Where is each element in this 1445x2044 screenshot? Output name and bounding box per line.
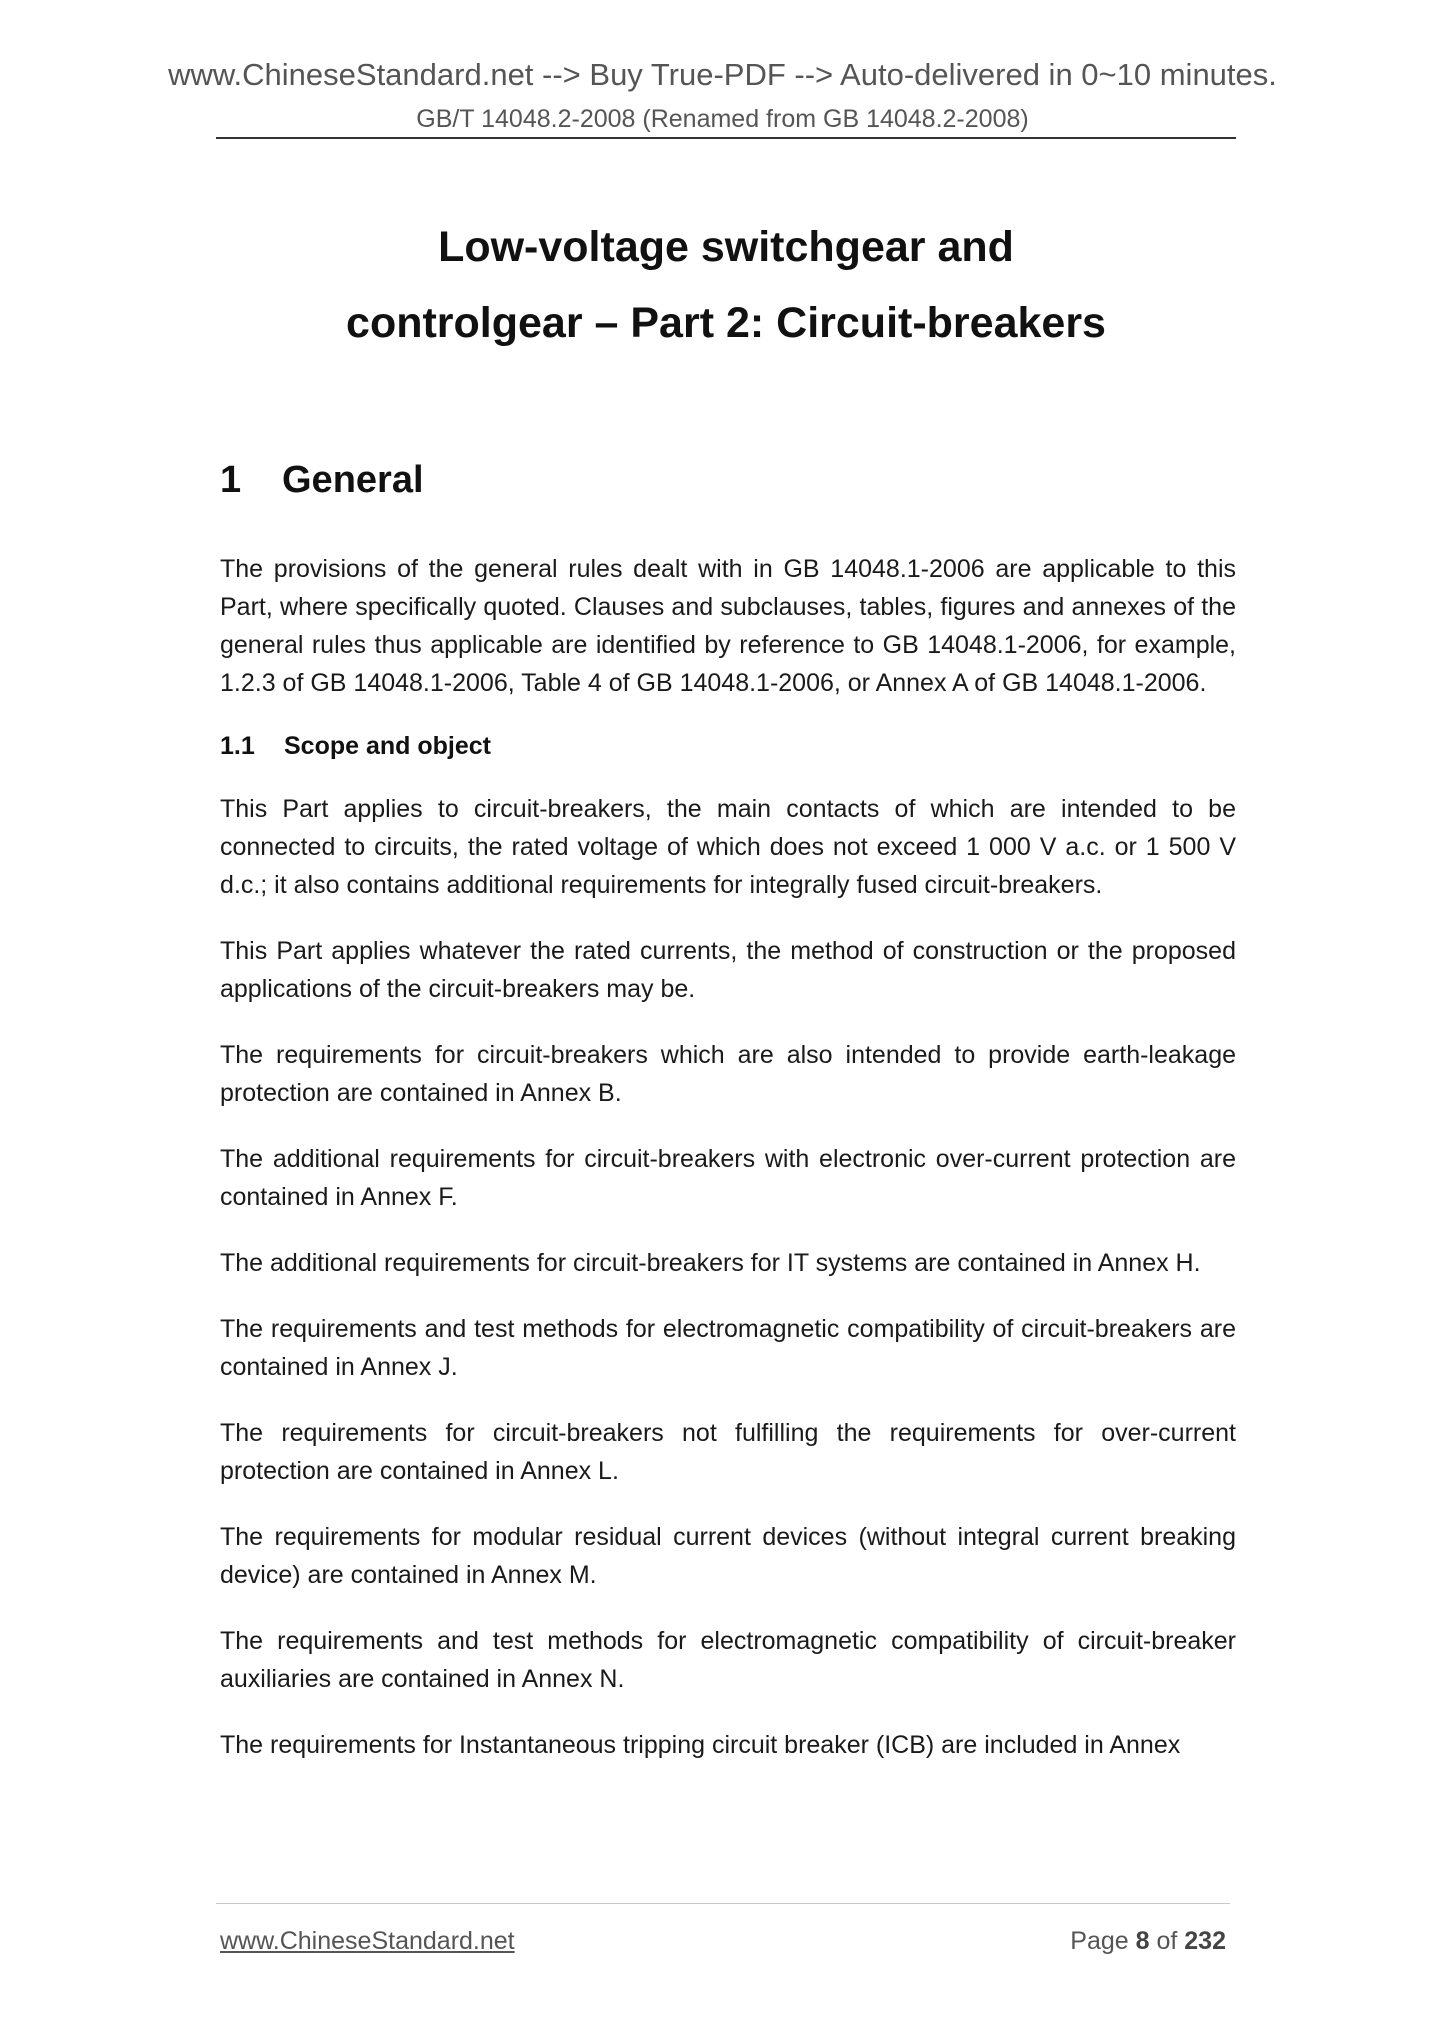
standard-subtitle: GB/T 14048.2-2008 (Renamed from GB 14048.2-2008) bbox=[416, 105, 1029, 133]
section-number: 1 bbox=[220, 459, 242, 501]
section-intro-paragraph: The provisions of the general rules dealt with in GB 14048.1-2006 are applicable to this Part, where specifically quoted. Clauses and subclauses, tables, figures and annexes of the general rules thus applicable are identified by reference to GB 14048.1-2006, for example, 1.2.3 of GB 14048.1-2006, Table 4 of GB 14048.1-2006, or Annex A of GB 14048.1-2006. bbox=[220, 554, 1236, 697]
page-number bbox=[1070, 1927, 1226, 1956]
top-banner: www.ChineseStandard.net --> Buy True-PDF --> Auto-delivered in 0~10 minutes. bbox=[168, 57, 1277, 92]
document-title-line-1: Low-voltage switchgear and bbox=[438, 222, 1014, 271]
scope-paragraph: This Part applies to circuit-breakers, the main contacts of which are intended to be connected to circuits, the rated voltage of which does not exceed 1 000 V a.c. or 1 500 V d.c.; it also contains additional requirements for integrally fused circuit-breakers. bbox=[220, 795, 1236, 900]
footer-website-link[interactable]: www.ChineseStandard.net bbox=[220, 1927, 515, 1955]
document-title bbox=[216, 209, 1236, 361]
subsection-number: 1.1 bbox=[220, 731, 255, 760]
page-total: 232 bbox=[1184, 1927, 1226, 1955]
page-prefix: Page bbox=[1070, 1927, 1129, 1955]
scope-paragraph: This Part applies whatever the rated currents, the method of construction or the proposed applications of the circuit-breakers may be. bbox=[220, 937, 1236, 1004]
header-divider bbox=[216, 137, 1236, 139]
subsection-heading-scope bbox=[220, 730, 1236, 763]
section-title: General bbox=[282, 459, 424, 501]
scope-paragraph: The requirements for Instantaneous tripping circuit breaker (ICB) are included in Annex bbox=[220, 1731, 1181, 1760]
page-current: 8 bbox=[1135, 1927, 1150, 1955]
subsection-title: Scope and object bbox=[284, 731, 491, 760]
scope-paragraph: The requirements for circuit-breakers not fulfilling the requirements for over-current protection are contained in Annex L. bbox=[220, 1419, 1236, 1486]
scope-paragraph: The requirements for modular residual current devices (without integral current breaking device) are contained in Annex M. bbox=[220, 1523, 1236, 1590]
footer-divider bbox=[216, 1903, 1230, 1904]
scope-paragraph: The additional requirements for circuit-breakers with electronic over-current protection are contained in Annex F. bbox=[220, 1145, 1236, 1212]
document-title-line-2: controlgear – Part 2: Circuit-breakers bbox=[346, 298, 1106, 347]
scope-paragraph: The requirements and test methods for electromagnetic compatibility of circuit-breaker auxiliaries are contained in Annex N. bbox=[220, 1627, 1236, 1694]
document-body bbox=[220, 458, 1236, 1792]
scope-paragraph: The requirements for circuit-breakers which are also intended to provide earth-leakage protection are contained in Annex B. bbox=[220, 1041, 1236, 1108]
page-of: of bbox=[1156, 1927, 1178, 1955]
scope-paragraph: The additional requirements for circuit-breakers for IT systems are contained in Annex H. bbox=[220, 1249, 1201, 1278]
scope-paragraph: The requirements and test methods for electromagnetic compatibility of circuit-breakers are contained in Annex J. bbox=[220, 1315, 1236, 1382]
section-heading-general bbox=[220, 458, 1236, 504]
